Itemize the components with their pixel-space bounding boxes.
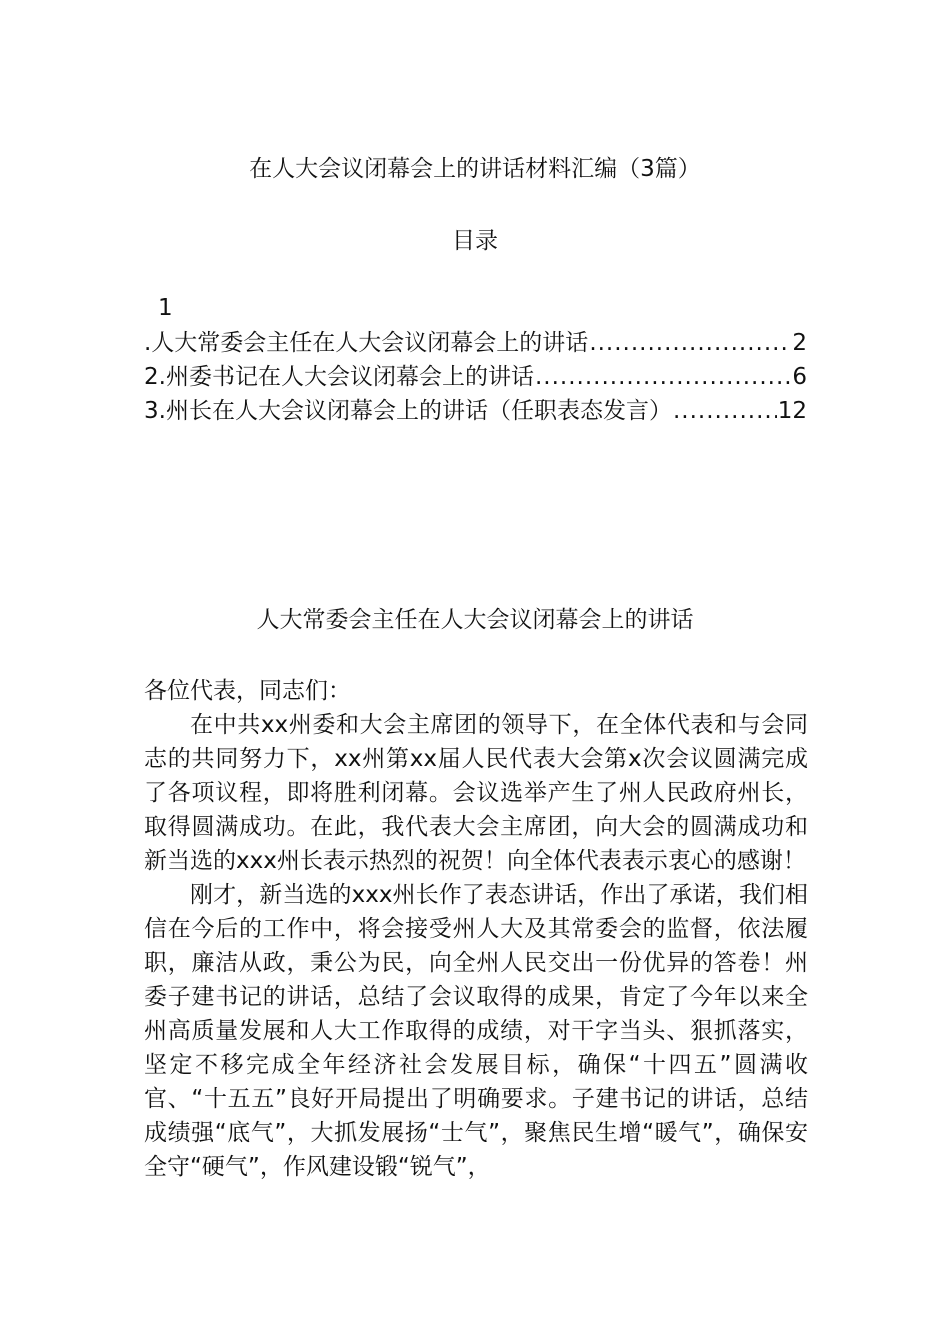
toc-entry-page: 6 <box>792 364 807 390</box>
section-title: 人大常委会主任在人大会议闭幕会上的讲话 <box>256 607 694 633</box>
toc-entry-page: 2 <box>792 330 807 356</box>
toc-first-number: 1 <box>158 295 173 321</box>
toc-entry[interactable] <box>144 360 807 394</box>
toc-entry[interactable] <box>144 394 807 428</box>
document-title: 在人大会议闭幕会上的讲话材料汇编（3篇） <box>249 156 701 182</box>
body-paragraph: 在中共xx州委和大会主席团的领导下，在全体代表和与会同志的共同努力下，xx州第xx届人民代表大会第x次会议圆满完成了各项议程，即将胜利闭幕。会议选举产生了州人民政府州长，取得圆满成功。在此，我代表大会主席团，向大会的圆满成功和新当选的xxx州长表示热烈的祝贺！向全体代表表示衷心的感谢！ <box>144 712 808 874</box>
toc-leader-dots <box>535 360 791 394</box>
toc-heading: 目录 <box>452 228 498 254</box>
table-of-contents <box>144 326 807 428</box>
speech-body <box>144 674 808 1184</box>
toc-entry[interactable] <box>144 326 807 360</box>
body-paragraph: 刚才，新当选的xxx州长作了表态讲话，作出了承诺，我们相信在今后的工作中，将会接受州人大及其常委会的监督，依法履职，廉洁从政，秉公为民，向全州人民交出一份优异的答卷！州委子建书记的讲话，总结了会议取得的成果，肯定了今年以来全州高质量发展和人大工作取得的成绩，对干字当头、狠抓落实，坚定不移完成全年经济社会发展目标，确保“十四五”圆满收官、“十五五”良好开局提出了明确要求。子建书记的讲话，总结成绩强“底气”，大抓发展扬“士气”，聚焦民生增“暖气”，确保安全守“硬气”，作风建设锻“锐气”， <box>144 882 808 1180</box>
toc-entry-title: 3.州长在人大会议闭幕会上的讲话（任职表态发言） <box>144 398 672 424</box>
toc-leader-dots <box>673 394 777 428</box>
toc-leader-dots <box>589 326 791 360</box>
toc-entry-title: 2.州委书记在人大会议闭幕会上的讲话 <box>144 364 534 390</box>
toc-entry-title: .人大常委会主任在人大会议闭幕会上的讲话 <box>144 330 589 356</box>
toc-entry-page: 12 <box>777 398 807 424</box>
salutation: 各位代表，同志们： <box>144 678 351 704</box>
